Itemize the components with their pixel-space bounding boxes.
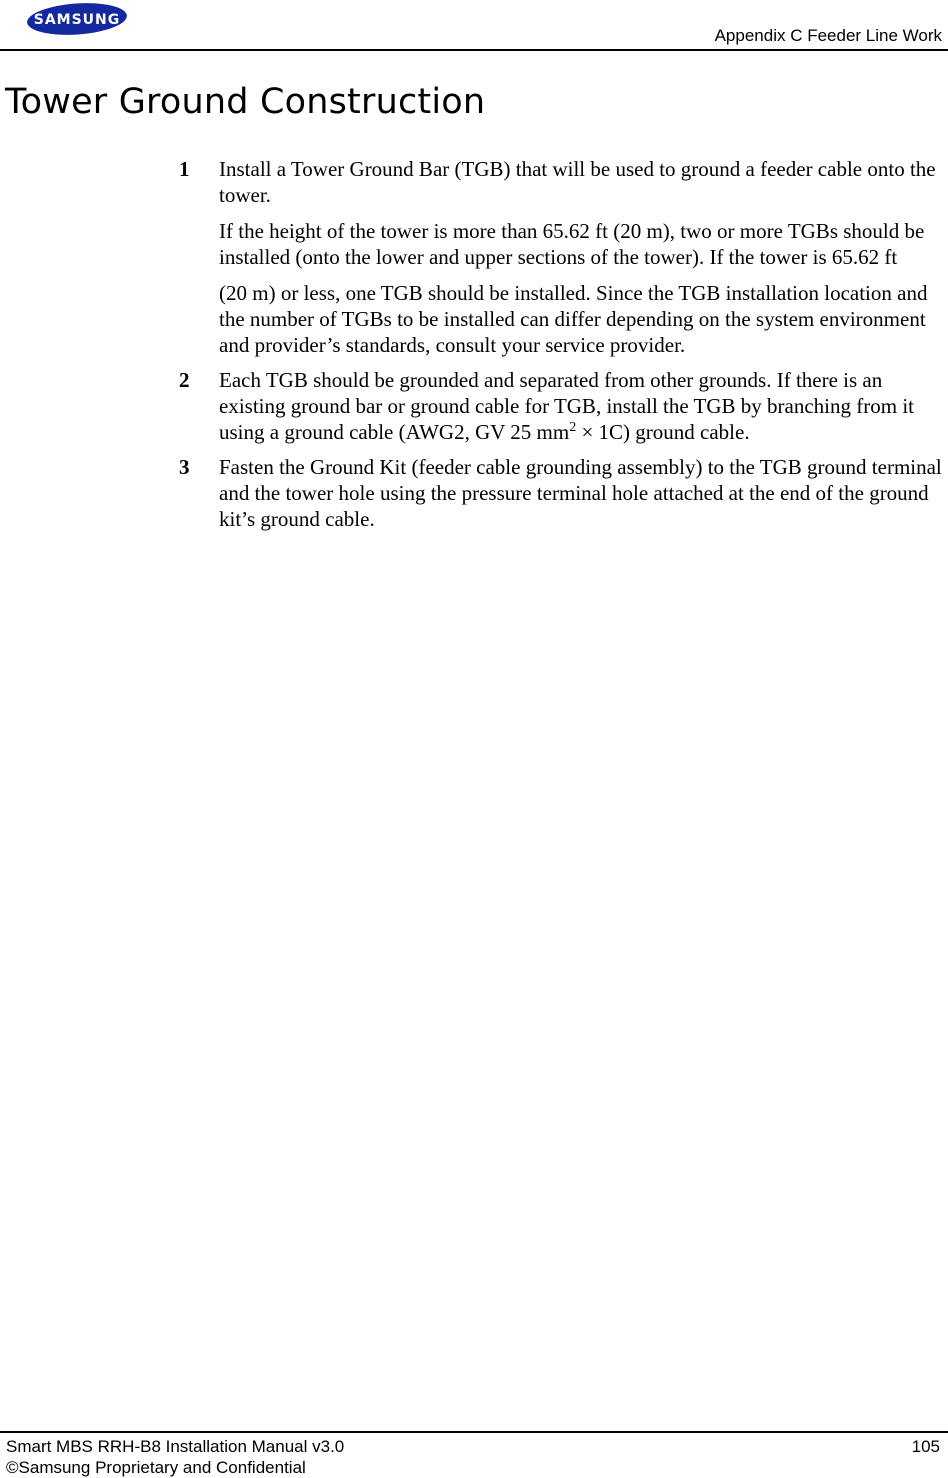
- step-number: 3: [179, 455, 190, 479]
- step-number: 1: [179, 157, 190, 181]
- samsung-logo-icon: [26, 2, 128, 36]
- page-title: Tower Ground Construction: [5, 82, 486, 122]
- superscript: 2: [569, 420, 577, 435]
- page-number: 105: [911, 1437, 940, 1456]
- manual-title: Smart MBS RRH-B8 Installation Manual v3.0: [6, 1437, 345, 1456]
- step-number: 2: [179, 368, 190, 392]
- footer-info: [6, 1436, 344, 1478]
- steps-list: [179, 156, 944, 541]
- step-text: Each TGB should be grounded and separated from other grounds. If there is an existing ground bar or ground cable for TGB, install the TGB by branching from it using a ground cable (AWG2, GV 25 mm: [219, 368, 915, 444]
- step-paragraph: Fasten the Ground Kit (feeder cable grounding assembly) to the TGB ground terminal and the tower hole using the pressure terminal hole attached at the end of the ground kit’s ground cable.: [219, 455, 942, 531]
- copyright-notice: ©Samsung Proprietary and Confidential: [6, 1458, 306, 1477]
- header-divider: [0, 49, 948, 51]
- step-paragraph: If the height of the tower is more than 65.62 ft (20 m), two or more TGBs should be installed (onto the lower and upper sections of the tower). If the tower is 65.62 ft: [219, 219, 925, 269]
- step-text: × 1C) ground cable.: [576, 420, 750, 444]
- step-3: [179, 454, 944, 532]
- step-1: [179, 156, 944, 358]
- svg-text:SAMSUNG: SAMSUNG: [33, 12, 121, 28]
- step-2: [179, 367, 944, 445]
- step-paragraph: [219, 367, 944, 445]
- header-section-title: Appendix C Feeder Line Work: [714, 26, 942, 45]
- step-paragraph: Install a Tower Ground Bar (TGB) that will be used to ground a feeder cable onto the tower.: [219, 157, 936, 207]
- footer-divider: [0, 1431, 948, 1433]
- step-paragraph: (20 m) or less, one TGB should be installed. Since the TGB installation location and the number of TGBs to be installed can differ depending on the system environment and provider’s standards, consult your service provider.: [219, 281, 928, 357]
